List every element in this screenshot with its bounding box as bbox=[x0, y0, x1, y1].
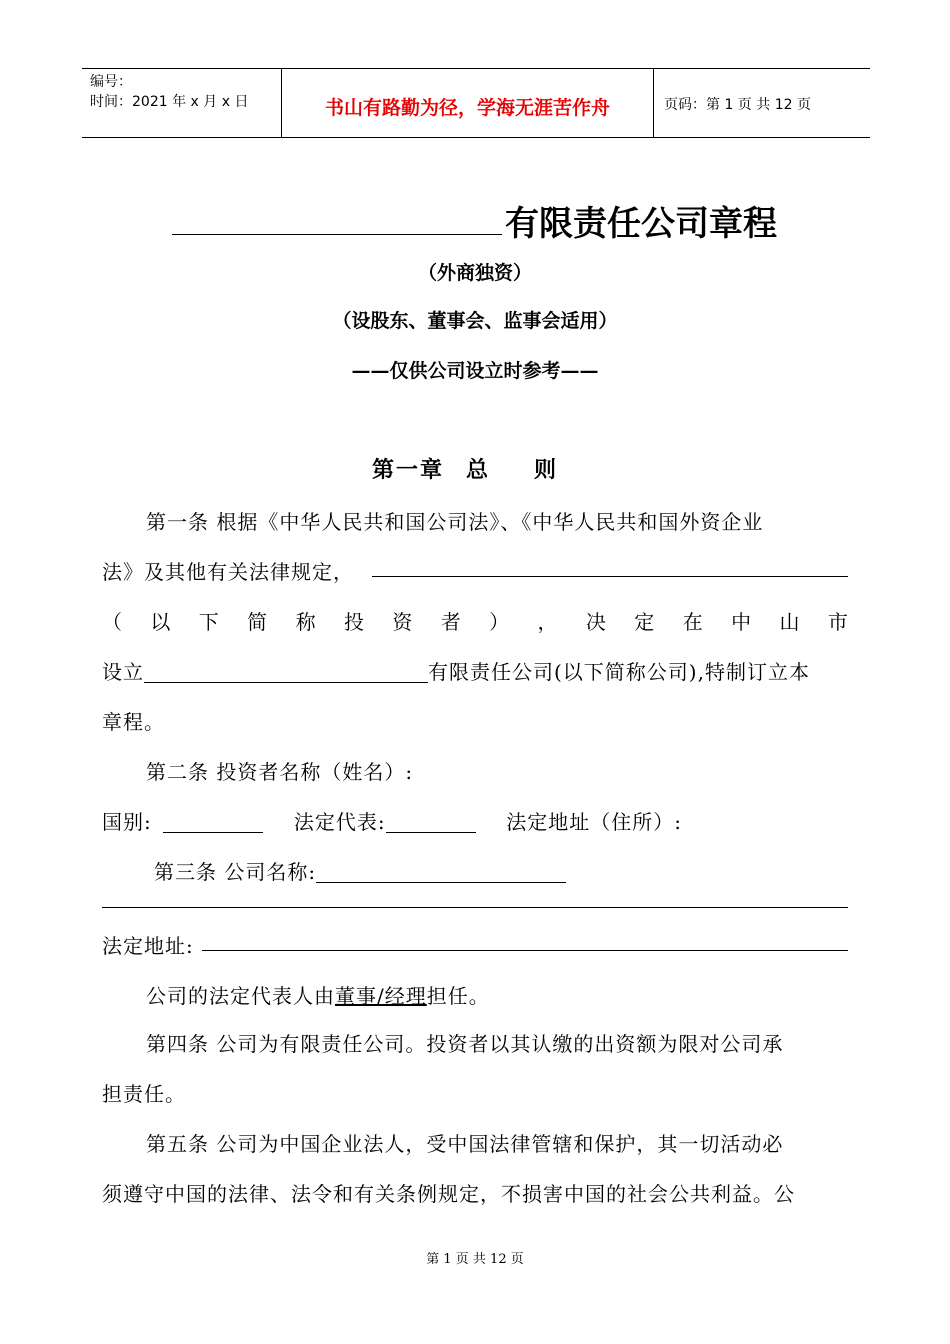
char: 者 bbox=[440, 610, 461, 634]
char: 市 bbox=[827, 610, 848, 634]
article-4-line-2: 担责任。 bbox=[102, 1082, 186, 1106]
article-3-line-1 bbox=[154, 856, 566, 885]
char: 投 bbox=[343, 610, 364, 634]
article-1-line-4 bbox=[102, 656, 810, 685]
legal-rep-pre: 公司的法定代表人由 bbox=[146, 984, 335, 1008]
article-5-line-1: 第五条 公司为中国企业法人，受中国法律管辖和保护，其一切活动必 bbox=[146, 1132, 784, 1156]
article-1-line-4-post: 有限责任公司(以下简称公司),特制订立本 bbox=[428, 660, 810, 684]
legal-rep-options: 董事/经理 bbox=[335, 984, 427, 1008]
subtitle-applicability: （设股东、董事会、监事会适用） bbox=[332, 310, 618, 332]
char: （ bbox=[102, 610, 122, 634]
char: 在 bbox=[682, 610, 703, 634]
char: ） bbox=[489, 610, 510, 634]
article-2-line-2 bbox=[102, 806, 682, 835]
article-1-line-5: 章程。 bbox=[102, 710, 165, 734]
char: 以 bbox=[150, 610, 171, 634]
subtitle-reference-note: ——仅供公司设立时参考—— bbox=[351, 360, 599, 382]
country-blank bbox=[163, 810, 263, 833]
char: 资 bbox=[392, 610, 413, 634]
article-4-line-1: 第四条 公司为有限责任公司。投资者以其认缴的出资额为限对公司承 bbox=[146, 1032, 784, 1056]
header-table bbox=[82, 68, 870, 138]
char: 下 bbox=[198, 610, 219, 634]
article-3-blank-line bbox=[102, 907, 848, 908]
company-name-blank bbox=[172, 234, 502, 235]
legal-rep-post: 担任。 bbox=[426, 984, 490, 1008]
article-1-line-2-text: 法》及其他有关法律规定， bbox=[102, 560, 354, 584]
article-5-line-2: 须遵守中国的法律、法令和有关条例规定，不损害中国的社会公共利益。公 bbox=[102, 1182, 795, 1206]
document-title bbox=[172, 196, 792, 244]
article-3-address-label: 法定地址: bbox=[102, 934, 194, 958]
investor-name-blank bbox=[372, 576, 848, 577]
article-3-company-name-label: 第三条 公司名称: bbox=[154, 860, 317, 884]
article-1-line-1: 第一条 根据《中华人民共和国公司法》、《中华人民共和国外资企业 bbox=[146, 510, 764, 534]
chapter-heading bbox=[372, 453, 558, 484]
char: 决 bbox=[585, 610, 606, 634]
char: 称 bbox=[295, 610, 316, 634]
article-3-company-name-blank bbox=[316, 860, 566, 883]
page-footer: 第 1 页 共 12 页 bbox=[426, 1252, 524, 1267]
subtitle-foreign-owned: （外商独资） bbox=[417, 262, 532, 284]
article-3-address-blank bbox=[202, 950, 848, 951]
country-label: 国别: bbox=[102, 810, 152, 834]
article-2-line-1: 第二条 投资者名称（姓名）: bbox=[146, 760, 414, 784]
char: ， bbox=[537, 610, 558, 634]
legal-rep-blank bbox=[386, 810, 476, 833]
page-info: 页码：第 1 页 共 12 页 bbox=[664, 97, 811, 113]
chapter-number: 第一章 bbox=[372, 457, 445, 483]
number-label: 编号： bbox=[90, 74, 132, 90]
char: 山 bbox=[779, 610, 800, 634]
page-title: 有限责任公司章程 bbox=[505, 204, 777, 244]
motto: 书山有路勤为径，学海无涯苦作舟 bbox=[324, 97, 610, 119]
company-name-blank-2 bbox=[144, 660, 428, 683]
char: 中 bbox=[731, 610, 752, 634]
legal-rep-label: 法定代表: bbox=[293, 810, 386, 834]
chapter-title-part2: 则 bbox=[534, 457, 559, 483]
chapter-title-part1: 总 bbox=[466, 457, 491, 483]
header-motto-cell bbox=[282, 69, 654, 137]
article-1-line-4-pre: 设立 bbox=[102, 660, 144, 684]
time-label: 时间：2021 年 x 月 x 日 bbox=[90, 94, 249, 110]
legal-address-label: 法定地址（住所）: bbox=[506, 810, 683, 834]
article-3-address bbox=[102, 930, 194, 959]
header-meta-cell bbox=[82, 69, 282, 137]
article-3-legal-rep bbox=[146, 980, 490, 1009]
char: 简 bbox=[247, 610, 268, 634]
article-1-line-2 bbox=[102, 556, 354, 585]
article-1-line-3 bbox=[102, 606, 848, 635]
char: 定 bbox=[634, 610, 655, 634]
